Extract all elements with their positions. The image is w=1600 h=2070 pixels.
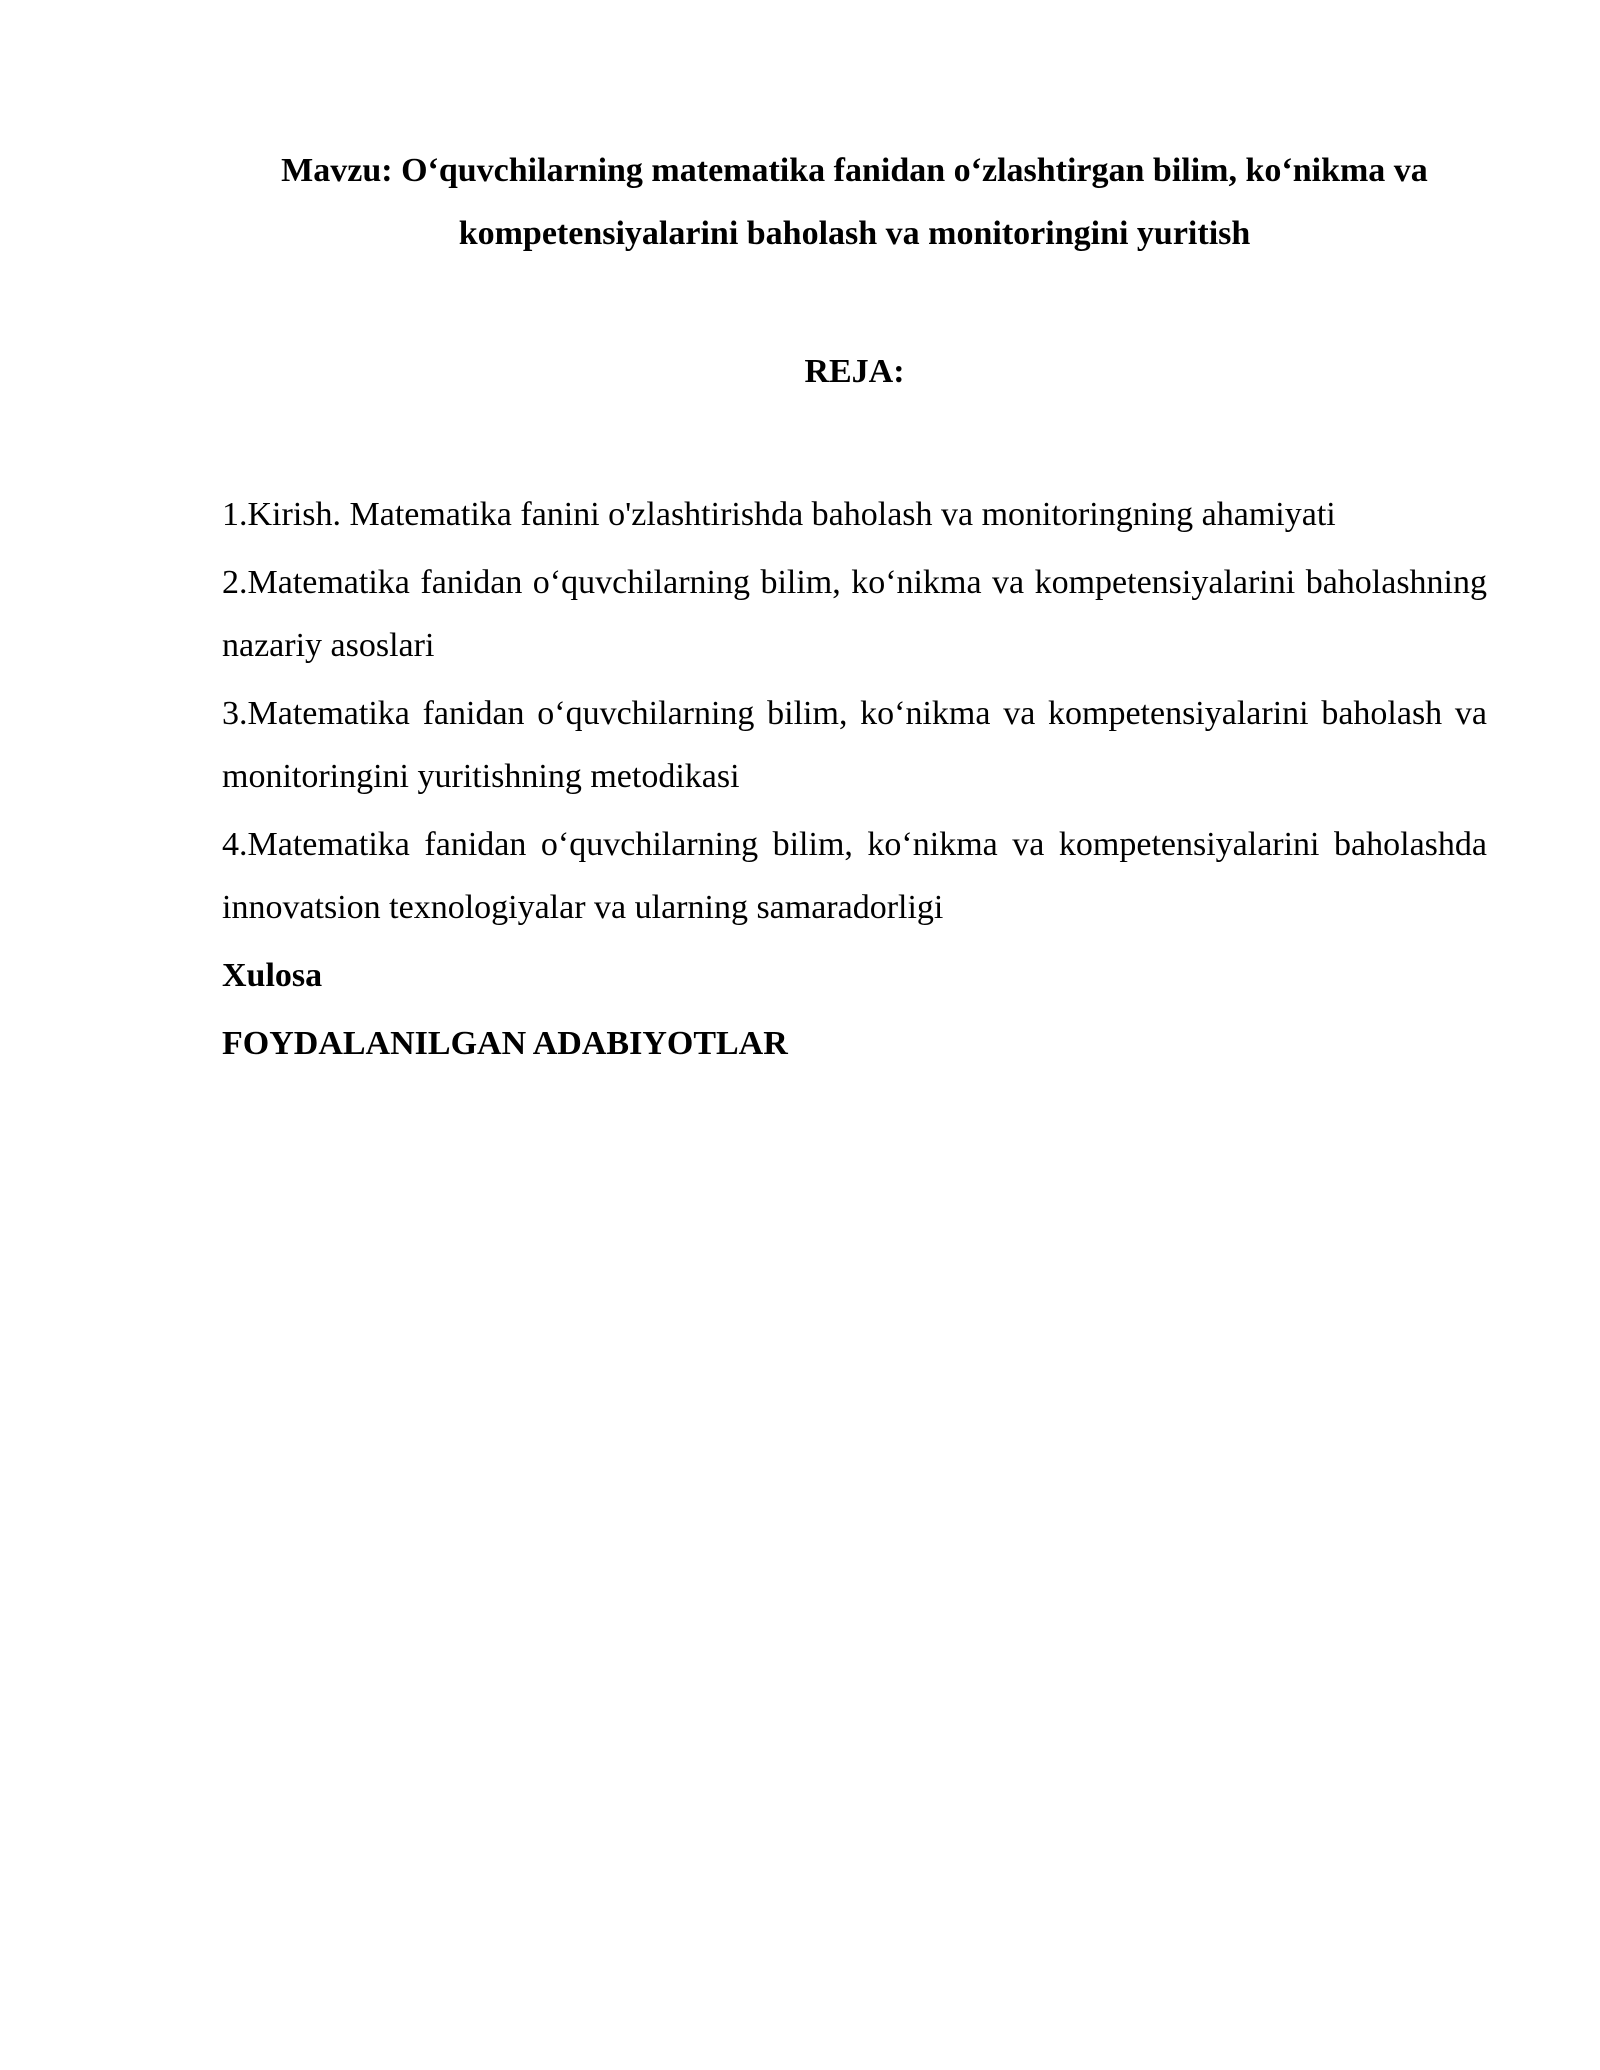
plan-item-1: 1.Kirish. Matematika fanini o'zlashtirishda baholash va monitoringning ahamiyati xyxy=(222,496,1336,533)
plan-item-2: 2.Matematika fanidan o‘quvchilarning bilim, ko‘nikma va kompetensiyalarini baholashning nazariy asoslari xyxy=(222,564,1487,664)
plan-item-4: 4.Matematika fanidan o‘quvchilarning bilim, ko‘nikma va kompetensiyalarini baholashda innovatsion texnologiyalar va ularning samaradorligi xyxy=(222,826,1487,926)
conclusion-heading: Xulosa xyxy=(222,957,323,994)
plan-item-3: 3.Matematika fanidan o‘quvchilarning bilim, ko‘nikma va kompetensiyalarini baholash va monitoringini yuritishning metodikasi xyxy=(222,695,1487,795)
document-title: Mavzu: O‘quvchilarning matematika fanidan o‘zlashtirgan bilim, ko‘nikma va kompetensiyalarini baholash va monitoringini yuritish xyxy=(281,152,1428,252)
references-heading: FOYDALANILGAN ADABIYOTLAR xyxy=(222,1025,788,1062)
plan-heading: REJA: xyxy=(804,353,905,390)
plan-list xyxy=(222,483,1487,1080)
